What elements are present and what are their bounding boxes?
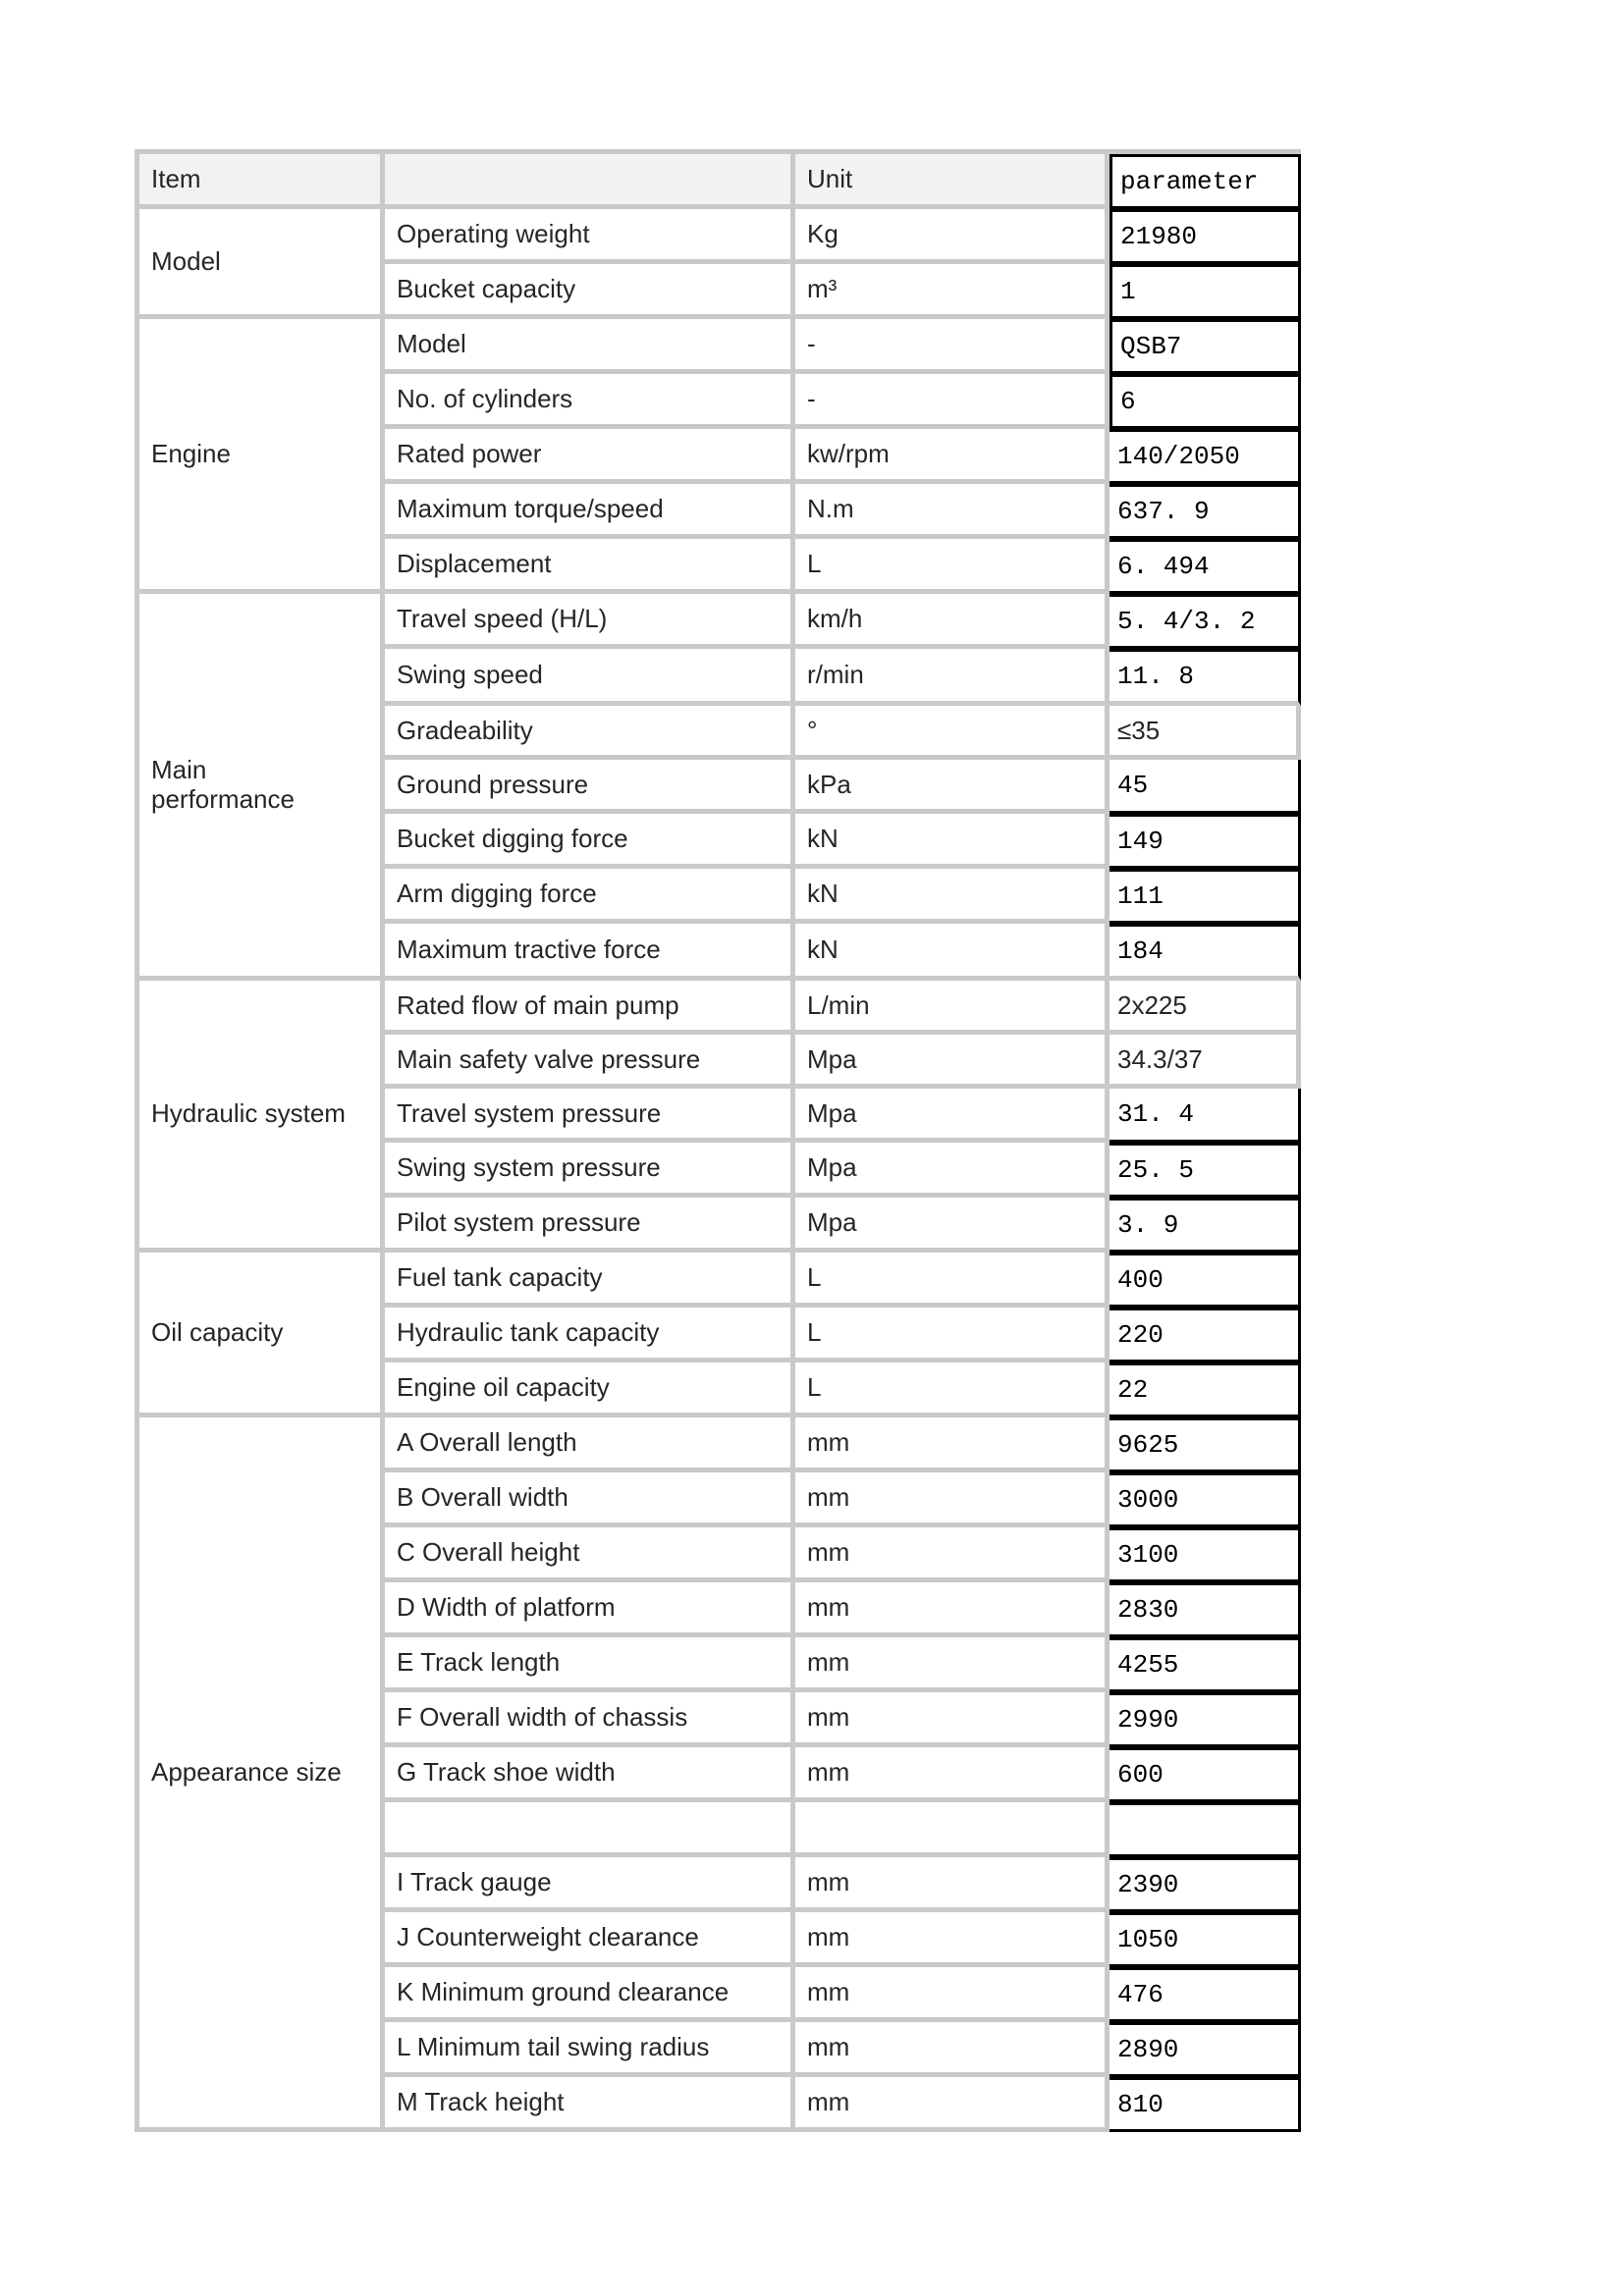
row-value: 1050 [1110,1912,1301,1967]
row-value: 637. 9 [1110,484,1301,539]
row-unit: mm [795,2022,1110,2077]
row-label: Bucket digging force [385,814,795,869]
row-label: F Overall width of chassis [385,1692,795,1747]
header-unit: Unit [795,154,1110,209]
row-unit: mm [795,1417,1110,1472]
row-unit: Mpa [795,1089,1110,1143]
table-row [139,594,1301,649]
group-label-engine: Engine [139,319,385,594]
row-unit: Mpa [795,1198,1110,1253]
row-value: 2830 [1110,1582,1301,1637]
spec-sheet [135,149,1301,2132]
row-value: 220 [1110,1308,1301,1362]
row-unit: kN [795,814,1110,869]
row-label: Swing system pressure [385,1143,795,1198]
row-unit: - [795,374,1110,429]
row-unit: m³ [795,264,1110,319]
row-value: 140/2050 [1110,429,1301,484]
row-value: ≤35 [1110,706,1301,760]
row-unit: r/min [795,649,1110,706]
row-value: 2990 [1110,1692,1301,1747]
table-row [139,981,1301,1035]
group-label-hydraulic-system: Hydraulic system [139,981,385,1253]
row-label: Rated flow of main pump [385,981,795,1035]
row-unit: L [795,1362,1110,1417]
row-unit: kw/rpm [795,429,1110,484]
row-value: 45 [1110,760,1301,814]
row-unit: N.m [795,484,1110,539]
table-row [139,209,1301,264]
row-label: J Counterweight clearance [385,1912,795,1967]
row-label: B Overall width [385,1472,795,1527]
row-value: 2890 [1110,2022,1301,2077]
row-unit: mm [795,2077,1110,2132]
row-unit: kN [795,869,1110,924]
row-value: 111 [1110,869,1301,924]
row-value: 22 [1110,1362,1301,1417]
row-unit: mm [795,1527,1110,1582]
row-unit: mm [795,1692,1110,1747]
row-value: 31. 4 [1110,1089,1301,1143]
spec-table [135,149,1301,2132]
row-unit: L [795,1308,1110,1362]
row-value: 810 [1110,2077,1301,2132]
row-unit: km/h [795,594,1110,649]
row-label: Gradeability [385,706,795,760]
row-value: 2390 [1110,1857,1301,1912]
row-label: E Track length [385,1637,795,1692]
header-sub [385,154,795,209]
row-label: Model [385,319,795,374]
row-label [385,1802,795,1857]
row-value: 600 [1110,1747,1301,1802]
row-label: Travel system pressure [385,1089,795,1143]
row-value: 476 [1110,1967,1301,2022]
row-label: Travel speed (H/L) [385,594,795,649]
row-unit: Mpa [795,1035,1110,1089]
row-label: Arm digging force [385,869,795,924]
row-value: 184 [1110,924,1301,981]
row-value: 6 [1110,374,1301,429]
row-label: Displacement [385,539,795,594]
row-unit: mm [795,1857,1110,1912]
row-value: 34.3/37 [1110,1035,1301,1089]
row-label: M Track height [385,2077,795,2132]
row-unit: Mpa [795,1143,1110,1198]
row-label: Maximum tractive force [385,924,795,981]
row-unit: kN [795,924,1110,981]
row-value: 149 [1110,814,1301,869]
group-label-model: Model [139,209,385,319]
row-label: Hydraulic tank capacity [385,1308,795,1362]
row-unit: mm [795,1967,1110,2022]
row-value: 400 [1110,1253,1301,1308]
row-value: 6. 494 [1110,539,1301,594]
row-label: D Width of platform [385,1582,795,1637]
row-unit: mm [795,1747,1110,1802]
row-label: Pilot system pressure [385,1198,795,1253]
row-label: Main safety valve pressure [385,1035,795,1089]
row-label: Rated power [385,429,795,484]
row-value: 3. 9 [1110,1198,1301,1253]
row-label: Ground pressure [385,760,795,814]
row-label: Bucket capacity [385,264,795,319]
row-value: 3000 [1110,1472,1301,1527]
table-header-row [139,154,1301,209]
row-value: 9625 [1110,1417,1301,1472]
row-label: K Minimum ground clearance [385,1967,795,2022]
group-label-oil-capacity: Oil capacity [139,1253,385,1417]
row-unit: Kg [795,209,1110,264]
row-unit: mm [795,1582,1110,1637]
row-value: 5. 4/3. 2 [1110,594,1301,649]
row-label: A Overall length [385,1417,795,1472]
group-label-appearance-size: Appearance size [139,1417,385,2132]
row-unit: mm [795,1472,1110,1527]
row-label: Fuel tank capacity [385,1253,795,1308]
row-value: 3100 [1110,1527,1301,1582]
row-unit [795,1802,1110,1857]
row-value: 2x225 [1110,981,1301,1035]
row-value: 11. 8 [1110,649,1301,706]
row-unit: L [795,539,1110,594]
row-label: L Minimum tail swing radius [385,2022,795,2077]
row-unit: ° [795,706,1110,760]
row-unit: mm [795,1637,1110,1692]
row-label: I Track gauge [385,1857,795,1912]
row-value: 1 [1110,264,1301,319]
row-label: G Track shoe width [385,1747,795,1802]
header-item: Item [139,154,385,209]
row-unit: L [795,1253,1110,1308]
row-label: C Overall height [385,1527,795,1582]
table-row [139,319,1301,374]
table-row [139,1253,1301,1308]
row-value: 25. 5 [1110,1143,1301,1198]
row-value [1110,1802,1301,1857]
row-label: Operating weight [385,209,795,264]
header-parameter: parameter [1110,154,1301,209]
table-row [139,1417,1301,1472]
row-unit: mm [795,1912,1110,1967]
row-label: Maximum torque/speed [385,484,795,539]
group-label-main-performance: Main performance [139,594,385,981]
row-value: QSB7 [1110,319,1301,374]
row-label: No. of cylinders [385,374,795,429]
row-unit: - [795,319,1110,374]
row-label: Engine oil capacity [385,1362,795,1417]
row-unit: L/min [795,981,1110,1035]
row-value: 4255 [1110,1637,1301,1692]
row-label: Swing speed [385,649,795,706]
row-unit: kPa [795,760,1110,814]
row-value: 21980 [1110,209,1301,264]
